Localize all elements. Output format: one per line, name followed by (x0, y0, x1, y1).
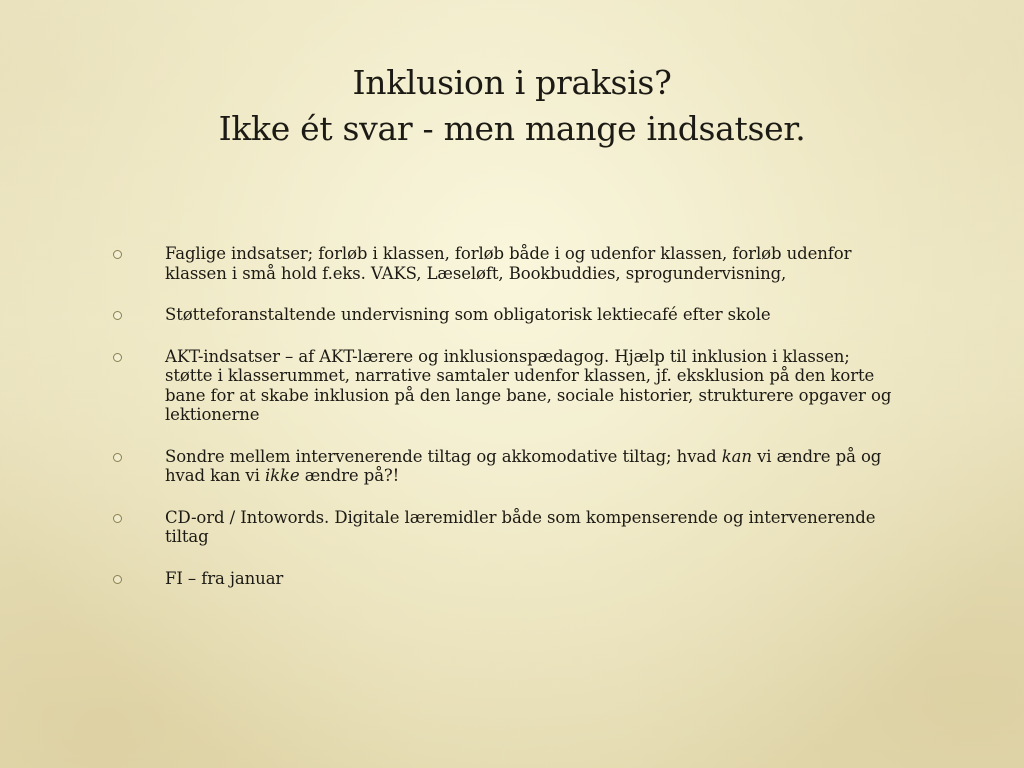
bullet-text-part: vi ændre på og hvad kan vi (165, 446, 882, 485)
bullet-circle-icon (113, 514, 122, 523)
bullet-circle-icon (113, 250, 122, 259)
bullet-text: FI – fra januar (165, 568, 284, 588)
bullet-text: Faglige indsatser; forløb i klassen, forløb både i og udenfor klassen, forløb udenfor klassen i små hold f.eks. VAKS, Læseløft, Bookbuddies, sprogundervisning, (165, 244, 852, 283)
title-line-2: Ikke ét svar - men mange indsatser. (218, 109, 806, 148)
bullet-text (165, 447, 881, 486)
bullet-item-faglige (110, 244, 900, 283)
bullet-list (110, 244, 900, 610)
bullet-item-akt (110, 347, 900, 425)
bullet-item-sondre (110, 447, 900, 486)
bullet-text-part: ændre på?! (299, 466, 400, 485)
bullet-circle-icon (113, 453, 122, 462)
slide-title (0, 60, 1024, 152)
bullet-text: AKT-indsatser – af AKT-lærere og inklusionspædagog. Hjælp til inklusion i klassen; støtte i klasserummet, narrative samtaler udenfor klassen, jf. eksklusion på den korte bane for at skabe inklusion på den lange bane, sociale historier, strukturere opgaver og lektionerne (165, 346, 892, 424)
bullet-text: CD-ord / Intowords. Digitale læremidler både som kompenserende og intervenerende tiltag (165, 507, 876, 546)
title-line-1: Inklusion i praksis? (352, 63, 672, 102)
bullet-item-fi (110, 569, 900, 589)
bullet-circle-icon (113, 353, 122, 362)
bullet-item-stotte (110, 305, 900, 325)
bullet-item-cd-ord (110, 508, 900, 547)
bullet-text: Støtteforanstaltende undervisning som obligatorisk lektiecafé efter skole (165, 305, 771, 324)
bullet-text-part: Sondre mellem intervenerende tiltag og akkomodative tiltag; hvad (165, 446, 722, 466)
bullet-emphasis-ikke: ikke (264, 466, 300, 485)
bullet-circle-icon (113, 575, 122, 584)
bullet-circle-icon (113, 311, 122, 320)
bullet-emphasis-kan: kan (721, 446, 752, 466)
